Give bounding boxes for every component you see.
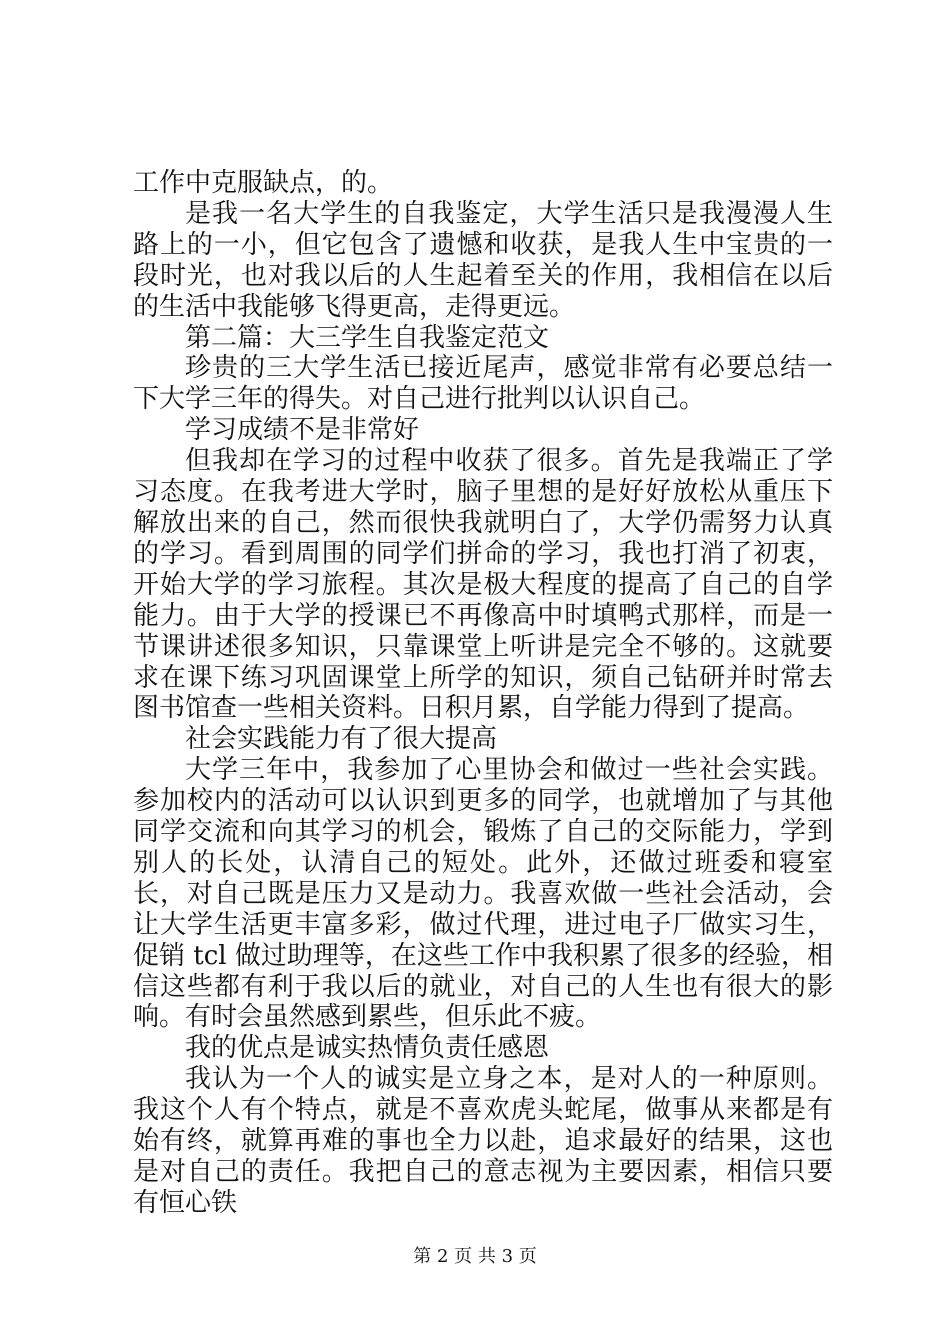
subheading-strengths: 我的优点是诚实热情负责任感恩	[185, 1033, 550, 1064]
paragraph-1: 工作中克服缺点，的。	[133, 168, 394, 198]
paragraph-practice: 大学三年中，我参加了心里协会和做过一些社会实践。参加校内的活动可以认识到更多的同学，也就增加了与其他同学交流和向其学习的机会，锻炼了自己的交际能力，学到别人的长处，认清自己的短处。此外，还做过班委和寝室长，对自己既是压力又是动力。我喜欢做一些社会活动，会让大学生活更丰富多彩，做过代理，进过电子厂做实习生，促销 tcl 做过助理等，在这些工作中我积累了很多的经验，相信这些都有利于我以后的就业，对自己的人生也有很大的影响。有时会虽然感到累些，但乐此不疲。	[133, 755, 833, 1033]
section-heading-part-two: 第二篇：大三学生自我鉴定范文	[185, 322, 550, 353]
page-number-label: 第 2 页 共 3 页	[413, 1246, 537, 1267]
paragraph-strengths: 我认为一个人的诚实是立身之本，是对人的一种原则。我这个人有个特点，就是不喜欢虎头蛇尾，做事从来都是有始有终，就算再难的事也全力以赴，追求最好的结果，这也是对自己的责任。我把自己的意志视为主要因素，相信只要有恒心铁	[133, 1064, 833, 1218]
document-body	[133, 168, 833, 1219]
paragraph-2: 是我一名大学生的自我鉴定，大学生活只是我漫漫人生路上的一小，但它包含了遗憾和收获，是我人生中宝贵的一段时光，也对我以后的人生起着至关的作用，我相信在以后的生活中我能够飞得更高，走得更远。	[133, 198, 833, 322]
paragraph-study: 但我却在学习的过程中收获了很多。首先是我端正了学习态度。在我考进大学时，脑子里想的是好好放松从重压下解放出来的自己，然而很快我就明白了，大学仍需努力认真的学习。看到周围的同学们拼命的学习，我也打消了初衷，开始大学的学习旅程。其次是极大程度的提高了自己的自学能力。由于大学的授课已不再像高中时填鸭式那样，而是一节课讲述很多知识，只靠课堂上听讲是完全不够的。这就要求在课下练习巩固课堂上所学的知识，须自己钻研并时常去图书馆查一些相关资料。日积月累，自学能力得到了提高。	[133, 446, 833, 724]
subheading-practice: 社会实践能力有了很大提高	[185, 724, 498, 755]
subheading-study: 学习成绩不是非常好	[185, 415, 420, 446]
page-footer	[0, 1246, 950, 1268]
paragraph-intro: 珍贵的三大学生活已接近尾声，感觉非常有必要总结一下大学三年的得失。对自己进行批判以认识自己。	[133, 353, 833, 415]
